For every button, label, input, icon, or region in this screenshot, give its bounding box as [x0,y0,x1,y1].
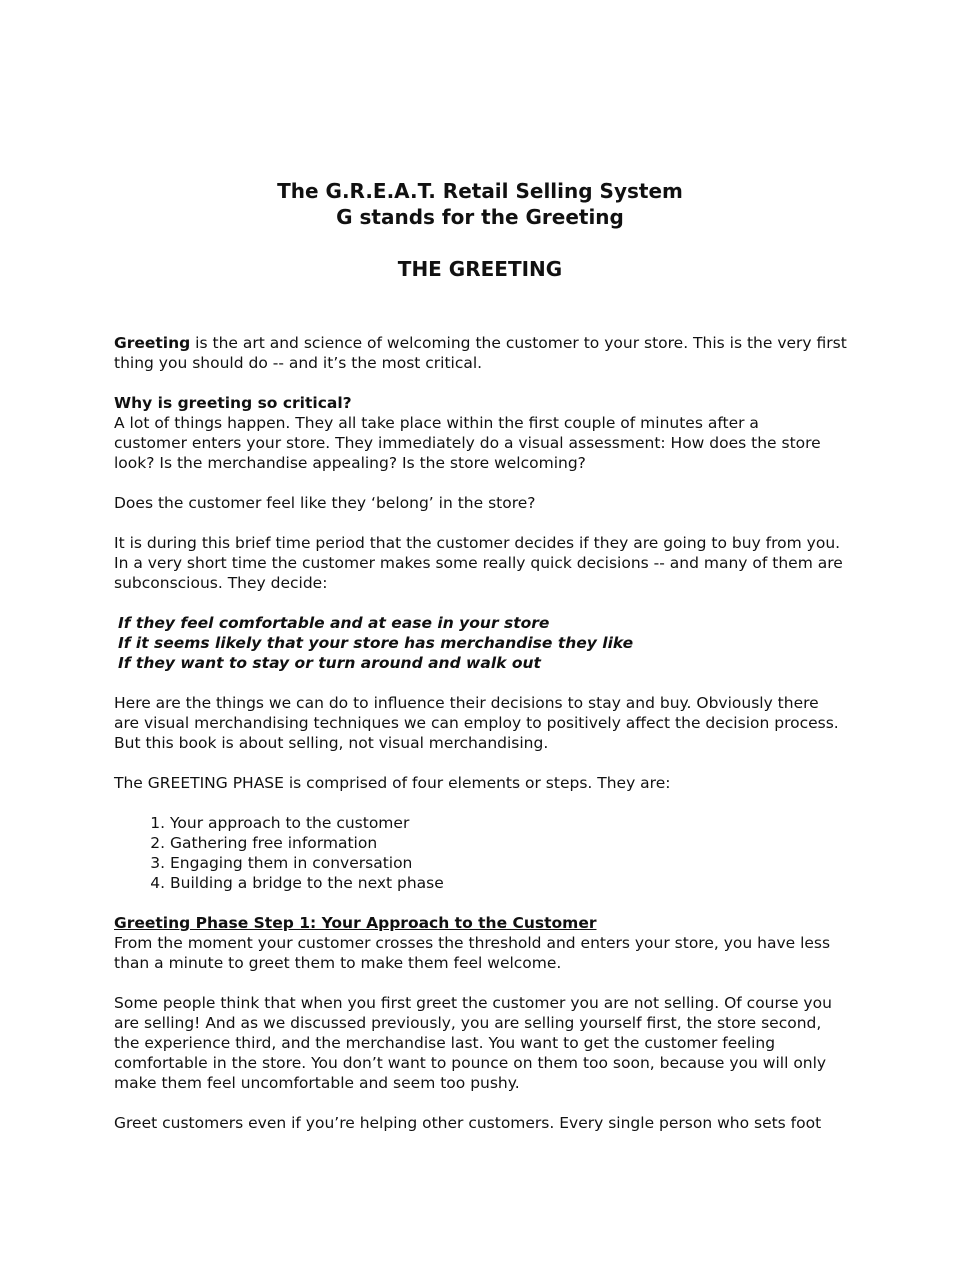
title-block [0,178,960,230]
belong-paragraph: Does the customer feel like they ‘belong’ in the store? [114,494,536,512]
document-subtitle: G stands for the Greeting [336,205,624,229]
selling-line: are selling! And as we discussed previously, you are selling yourself first, the store second, [114,1014,822,1032]
intro-line-1 [114,333,854,353]
section-heading: THE GREETING [397,257,563,281]
decide-line: It is during this brief time period that the customer decides if they are going to buy from you. [114,534,841,552]
step1-line: From the moment your customer crosses the threshold and enters your store, you have less [114,934,831,952]
step1-heading: Greeting Phase Step 1: Your Approach to the Customer [114,914,597,932]
document-body [114,333,854,1133]
decide-line: In a very short time the customer makes some really quick decisions -- and many of them are [114,554,843,572]
selling-line: comfortable in the store. You don’t want to pounce on them too soon, because you will only [114,1054,827,1072]
step-item: 3. Engaging them in conversation [170,853,854,873]
why-heading: Why is greeting so critical? [114,394,352,412]
influence-line: Here are the things we can do to influence their decisions to stay and buy. Obviously there [114,694,819,712]
selling-line: make them feel uncomfortable and seem too pushy. [114,1074,520,1092]
influence-line: But this book is about selling, not visual merchandising. [114,734,549,752]
phase-intro: The GREETING PHASE is comprised of four elements or steps. They are: [114,774,671,792]
selling-line: the experience third, and the merchandise last. You want to get the customer feeling [114,1034,776,1052]
selling-line: Some people think that when you first greet the customer you are not selling. Of course you [114,994,832,1012]
intro-lead-term: Greeting [114,334,191,352]
why-line: look? Is the merchandise appealing? Is the store welcoming? [114,454,586,472]
why-line: A lot of things happen. They all take place within the first couple of minutes after a [114,414,759,432]
step-item: 2. Gathering free information [170,833,854,853]
step-item: 4. Building a bridge to the next phase [170,873,854,893]
intro-line-2: thing you should do -- and it’s the most critical. [114,354,483,372]
step-item: 1. Your approach to the customer [170,813,854,833]
why-line: customer enters your store. They immediately do a visual assessment: How does the store [114,434,821,452]
influence-line: are visual merchandising techniques we can employ to positively affect the decision process. [114,714,839,732]
greet-line: Greet customers even if you’re helping other customers. Every single person who sets foot [114,1114,822,1132]
steps-list [114,813,854,893]
decide-line: subconscious. They decide: [114,574,328,592]
step1-line: than a minute to greet them to make them feel welcome. [114,954,562,972]
decision-item: If they want to stay or turn around and walk out [118,654,541,672]
document-title: The G.R.E.A.T. Retail Selling System [277,179,683,203]
decision-item: If they feel comfortable and at ease in your store [118,614,550,632]
intro-line-1-text: is the art and science of welcoming the customer to your store. This is the very first [190,334,847,352]
decision-item: If it seems likely that your store has merchandise they like [118,634,634,652]
